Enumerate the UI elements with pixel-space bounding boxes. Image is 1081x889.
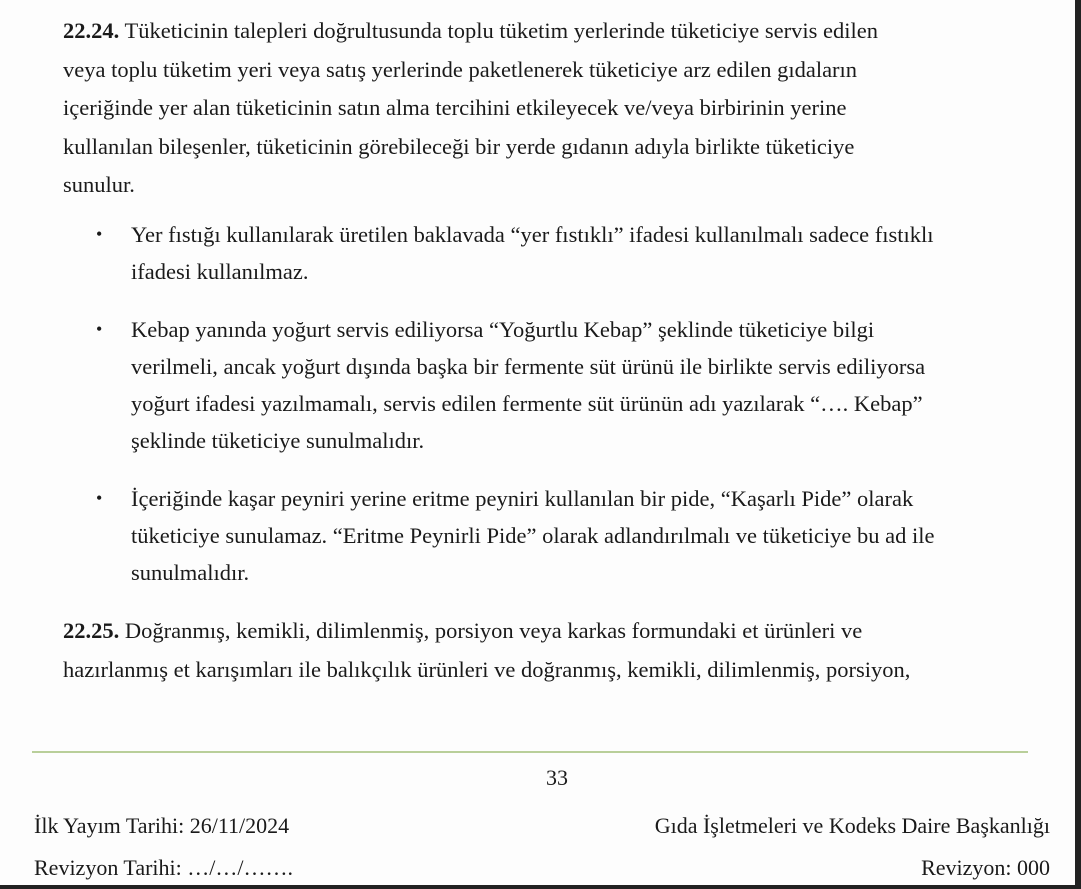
section-line [63,12,1081,51]
section-line [63,612,1081,651]
bullet-line: ifadesi kullanılmaz. [131,259,309,284]
bullet-line: sunulmalıdır. [131,560,250,585]
section-line: kullanılan bileşenler, tüketicinin görebileceği bir yerde gıdanın adıyla birlikte tüketiciye [63,133,855,159]
bullet-line: yoğurt ifadesi yazılmamalı, servis edilen fermente süt ürünün adı yazılarak “…. Kebap” [131,391,923,416]
page-number: 33 [546,765,568,790]
revision-number: Revizyon: 000 [921,855,1050,880]
bullet-icon: • [96,319,103,339]
bullet-text [131,216,933,290]
section-line: hazırlanmış et karışımları ile balıkçılık ürünleri ve doğranmış, kemikli, dilimlenmiş, porsiyon, [63,656,911,682]
bullet-icon: • [96,224,103,244]
section-22-25 [63,612,1081,689]
section-text: Doğranmış, kemikli, dilimlenmiş, porsiyon veya karkas formundaki et ürünleri ve [119,618,863,643]
page-edge [1075,0,1081,889]
section-line: veya toplu tüketim yeri veya satış yerlerinde paketlenerek tüketiciye arz edilen gıdaların [63,56,858,82]
section-22-24 [63,12,1081,205]
bullet-text [131,311,925,459]
section-line: içeriğinde yer alan tüketicinin satın alma tercihini etkileyecek ve/veya birbirinin yerine [63,95,847,120]
department-name: Gıda İşletmeleri ve Kodeks Daire Başkanlığı [654,813,1050,838]
bullet-line: tüketiciye sunulamaz. “Eritme Peynirli Pide” olarak adlandırılmalı ve tüketiciye bu ad ile [131,523,935,548]
section-number: 22.24. [63,18,120,43]
bullet-text [131,480,935,591]
section-text: Tüketicinin talepleri doğrultusunda toplu tüketim yerlerinde tüketiciye servis edilen [119,18,879,43]
bullet-line: şeklinde tüketiciye sunulmalıdır. [131,428,425,453]
bullet-line: İçeriğinde kaşar peyniri yerine eritme peyniri kullanılan bir pide, “Kaşarlı Pide” olarak [131,486,914,511]
footer-divider [32,751,1028,753]
bullet-line: Kebap yanında yoğurt servis ediliyorsa “Yoğurtlu Kebap” şeklinde tüketiciye bilgi [131,317,875,342]
bullet-line: verilmeli, ancak yoğurt dışında başka bir fermente süt ürünü ile birlikte servis ediliyorsa [131,354,926,379]
section-number: 22.25. [63,618,120,643]
bullet-line: Yer fıstığı kullanılarak üretilen baklavada “yer fıstıklı” ifadesi kullanılmalı sadece fıstıklı [131,222,934,247]
revision-date: Revizyon Tarihi: …/…/……. [34,855,293,880]
section-line: sunulur. [63,172,135,197]
page-edge [0,885,1081,889]
publish-date: İlk Yayım Tarihi: 26/11/2024 [34,813,290,838]
bullet-icon: • [96,488,103,508]
